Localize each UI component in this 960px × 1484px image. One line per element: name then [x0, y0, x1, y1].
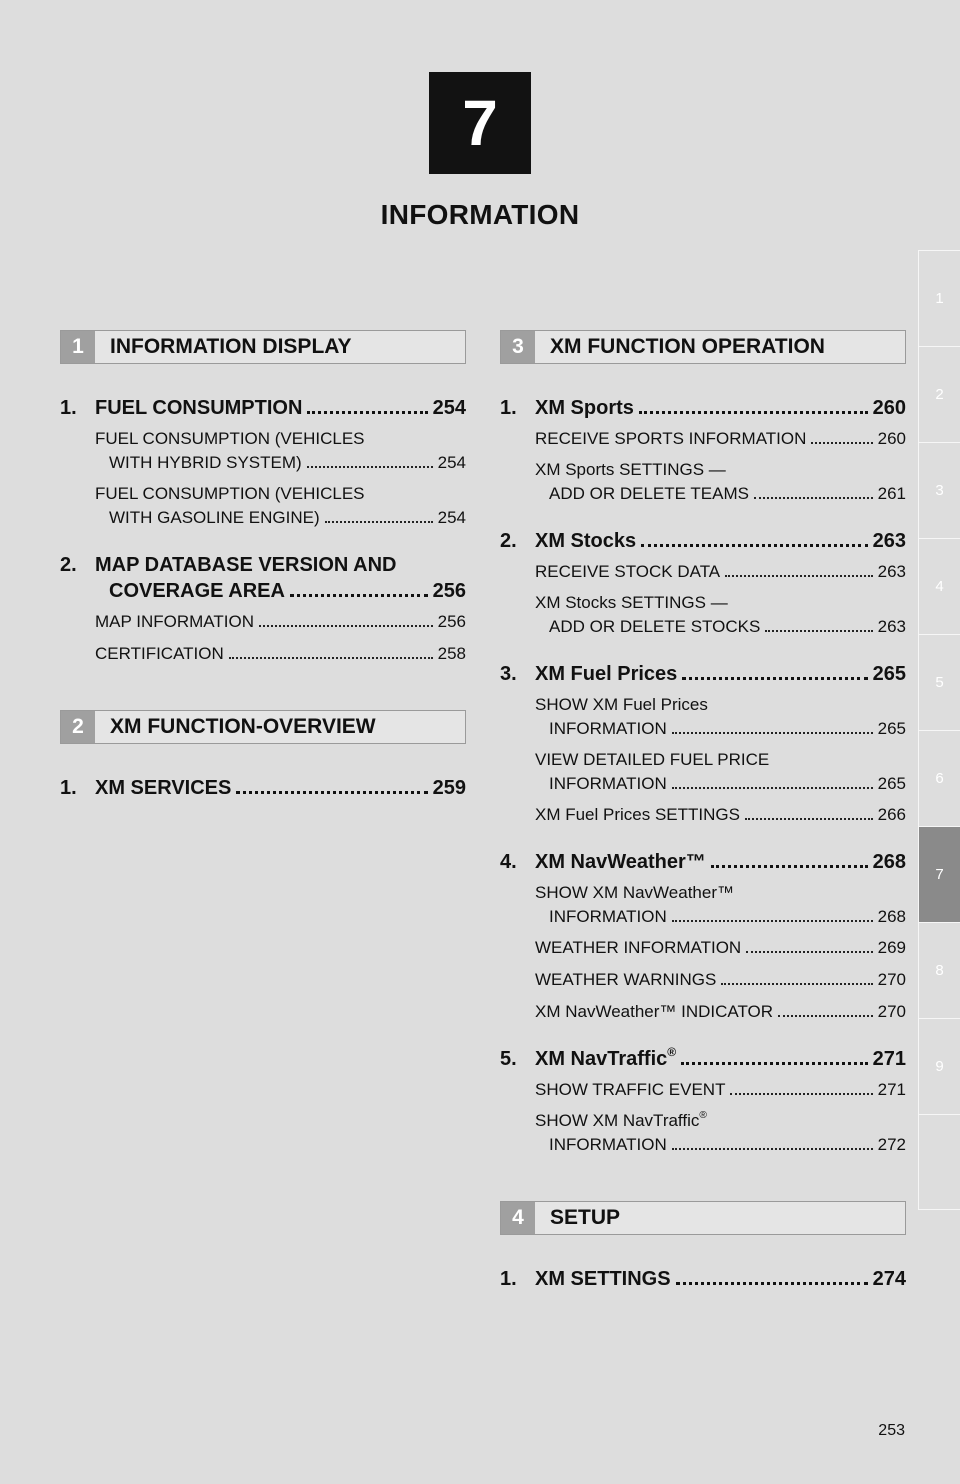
dot-leader: [672, 920, 873, 922]
toc-entry-xm-navtraffic[interactable]: 5. XM NavTraffic® 271: [500, 1045, 906, 1070]
dot-leader: [236, 791, 427, 794]
dot-leader: [778, 1015, 873, 1017]
chapter-tab-index[interactable]: [918, 1114, 960, 1210]
section-title: XM FUNCTION OPERATION: [550, 335, 825, 358]
entry-number: 1.: [60, 397, 77, 419]
chapter-number-box: 7: [429, 72, 531, 174]
toc-entry-xm-stocks[interactable]: 2. XM Stocks 263: [500, 530, 906, 552]
page-number: 253: [878, 1422, 905, 1439]
chapter-tab-6[interactable]: 6: [918, 730, 960, 826]
dot-leader: [672, 787, 873, 789]
page-title: INFORMATION: [380, 199, 580, 230]
dot-leader: [765, 630, 872, 632]
toc-subentry[interactable]: XM NavWeather™ INDICATOR 270: [535, 1002, 906, 1021]
dot-leader: [746, 951, 872, 953]
section-number: 3: [501, 331, 535, 363]
toc-subentry[interactable]: XM Fuel Prices SETTINGS 266: [535, 805, 906, 824]
dot-leader: [672, 732, 873, 734]
section-title: INFORMATION DISPLAY: [110, 335, 352, 358]
entry-title: FUEL CONSUMPTION: [95, 397, 303, 419]
chapter-tab-4[interactable]: 4: [918, 538, 960, 634]
dot-leader: [721, 983, 872, 985]
toc-subentry[interactable]: FUEL CONSUMPTION (VEHICLES WITH HYBRID SYSTEM) 254: [95, 429, 466, 472]
chapter-tab-2[interactable]: 2: [918, 346, 960, 442]
toc-subentry[interactable]: WEATHER INFORMATION 269: [535, 938, 906, 957]
entry-number: 2.: [60, 554, 77, 576]
entry-page: 254: [432, 397, 466, 419]
section-header-3: [500, 330, 906, 364]
toc-entry-xm-navweather[interactable]: 4. XM NavWeather™ 268: [500, 851, 906, 873]
dot-leader: [307, 466, 433, 468]
toc-entry-xm-services[interactable]: 1. XM SERVICES 259: [60, 777, 466, 799]
dot-leader: [745, 818, 873, 820]
toc-entry-map-database[interactable]: 2. MAP DATABASE VERSION AND COVERAGE AREA 256: [60, 554, 466, 602]
dot-leader: [682, 677, 867, 680]
toc-subentry[interactable]: XM Sports SETTINGS — ADD OR DELETE TEAMS 261: [535, 460, 906, 503]
section-header-2: [60, 710, 466, 744]
toc-subentry[interactable]: RECEIVE STOCK DATA 263: [535, 562, 906, 581]
toc-subentry[interactable]: SHOW XM NavTraffic® INFORMATION 272: [535, 1110, 906, 1154]
registered-mark: ®: [699, 1110, 707, 1122]
toc-entry-xm-settings[interactable]: 1. XM SETTINGS 274: [500, 1268, 906, 1290]
section-header-4: [500, 1201, 906, 1235]
section-number: 4: [501, 1202, 535, 1234]
toc-entry-xm-fuel-prices[interactable]: 3. XM Fuel Prices 265: [500, 663, 906, 685]
dot-leader: [290, 594, 428, 597]
section-number: 1: [61, 331, 95, 363]
chapter-tab-9[interactable]: 9: [918, 1018, 960, 1114]
dot-leader: [325, 521, 433, 523]
toc-subentry[interactable]: SHOW XM NavWeather™ INFORMATION 268: [535, 883, 906, 926]
entry-number: 1.: [60, 777, 77, 799]
toc-subentry[interactable]: VIEW DETAILED FUEL PRICE INFORMATION 265: [535, 750, 906, 793]
dot-leader: [639, 411, 868, 414]
chapter-tabs: [918, 250, 960, 1210]
dot-leader: [754, 497, 873, 499]
registered-mark: ®: [667, 1045, 677, 1060]
toc-entry-xm-sports[interactable]: 1. XM Sports 260: [500, 397, 906, 419]
section-title: XM FUNCTION-OVERVIEW: [110, 715, 376, 738]
toc-subentry[interactable]: FUEL CONSUMPTION (VEHICLES WITH GASOLINE ENGINE) 254: [95, 484, 466, 527]
toc-subentry[interactable]: WEATHER WARNINGS 270: [535, 970, 906, 989]
chapter-tab-7[interactable]: 7: [918, 826, 960, 922]
right-column: [500, 330, 906, 1292]
dot-leader: [681, 1062, 868, 1065]
toc-subentry[interactable]: MAP INFORMATION 256: [95, 612, 466, 631]
section-title: SETUP: [550, 1206, 621, 1229]
dot-leader: [676, 1282, 868, 1285]
dot-leader: [725, 575, 872, 577]
toc-subentry[interactable]: XM Stocks SETTINGS — ADD OR DELETE STOCKS 263: [535, 593, 906, 636]
dot-leader: [229, 657, 433, 659]
chapter-tab-1[interactable]: 1: [918, 250, 960, 346]
dot-leader: [641, 544, 867, 547]
section-number: 2: [61, 711, 95, 743]
toc-subentry[interactable]: SHOW TRAFFIC EVENT 271: [535, 1080, 906, 1099]
section-header-1: [60, 330, 466, 364]
dot-leader: [711, 865, 868, 868]
dot-leader: [672, 1148, 873, 1150]
toc-entry-fuel-consumption[interactable]: [60, 395, 466, 421]
chapter-tab-3[interactable]: 3: [918, 442, 960, 538]
chapter-tab-8[interactable]: 8: [918, 922, 960, 1018]
toc-subentry[interactable]: RECEIVE SPORTS INFORMATION 260: [535, 429, 906, 448]
dot-leader: [811, 442, 872, 444]
toc-subentry[interactable]: CERTIFICATION 258: [95, 644, 466, 663]
dot-leader: [730, 1093, 872, 1095]
dot-leader: [307, 411, 427, 414]
toc-subentry[interactable]: SHOW XM Fuel Prices INFORMATION 265: [535, 695, 906, 738]
chapter-tab-5[interactable]: 5: [918, 634, 960, 730]
left-column: [60, 330, 466, 801]
dot-leader: [259, 625, 433, 627]
